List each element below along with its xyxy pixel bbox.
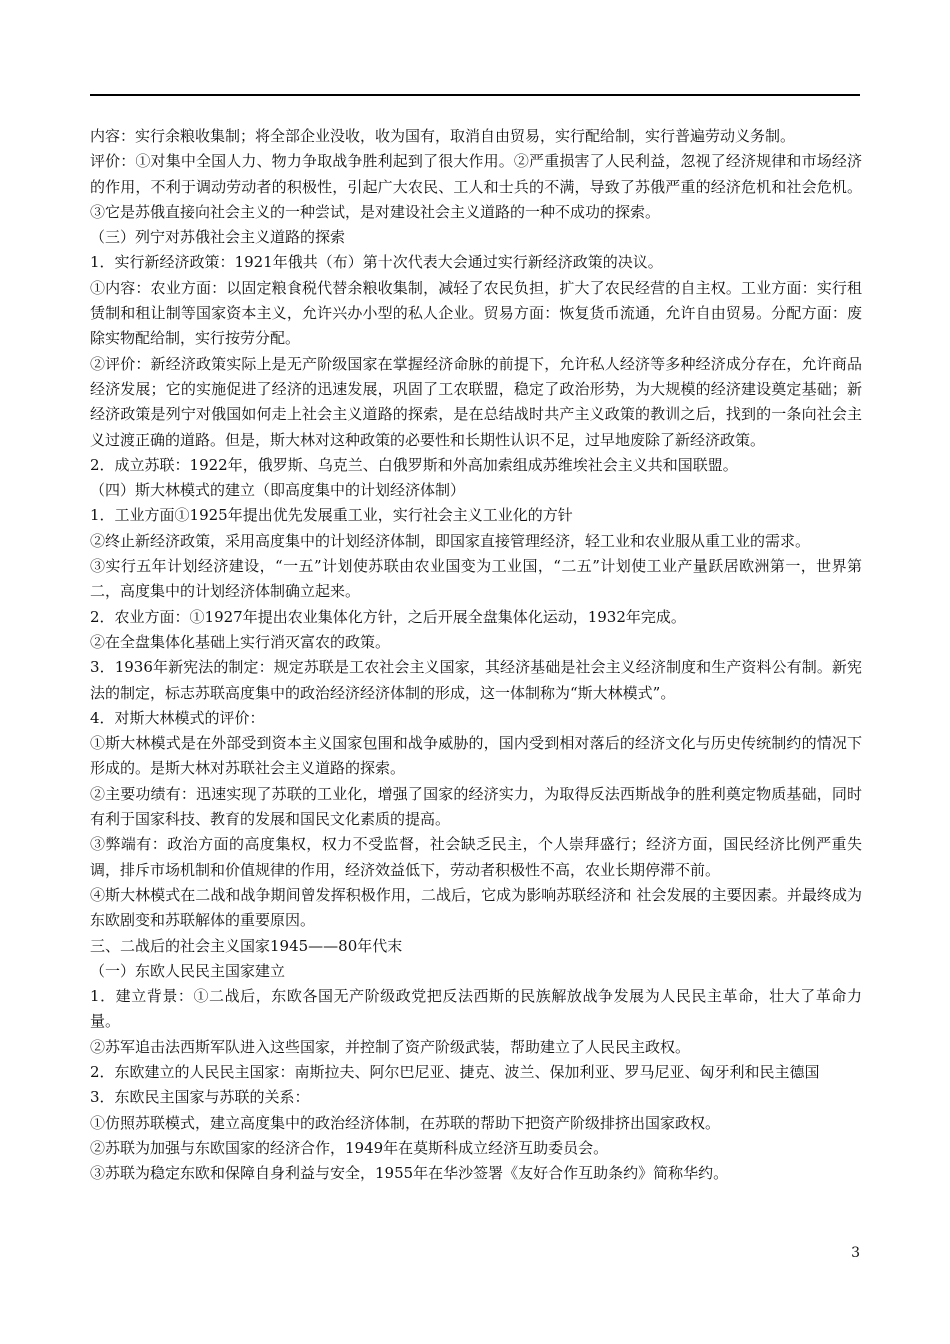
paragraph: 内容：实行余粮收集制；将全部企业没收，收为国有，取消自由贸易，实行配给制，实行普遍劳动义务制。 xyxy=(90,127,796,145)
body-text xyxy=(90,124,862,1186)
paragraph: 2．农业方面：①1927年提出农业集体化方针，之后开展全盘集体化运动，1932年完成。 xyxy=(90,607,686,626)
paragraph: ②在全盘集体化基础上实行消灭富农的政策。 xyxy=(90,632,391,651)
section-heading: 三、二战后的社会主义国家1945——80年代末 xyxy=(90,936,403,955)
paragraph: ③实行五年计划经济建设，“一五”计划使苏联由农业国变为工业国，“二五”计划使工业产量跃居欧洲第一，世界第二，高度集中的计划经济体制确立起来。 xyxy=(90,557,862,601)
paragraph: 4．对斯大林模式的评价： xyxy=(90,708,265,727)
paragraph: ②苏军追击法西斯军队进入这些国家，并控制了资产阶级武装，帮助建立了人民民主政权。 xyxy=(90,1037,691,1056)
paragraph: ③弊端有：政治方面的高度集权，权力不受监督，社会缺乏民主，个人崇拜盛行；经济方面，国民经济比例严重失调，排斥市场机制和价值规律的作用，经济效益低下，劳动者积极性不高，农业长期停滞不前。 xyxy=(90,835,862,879)
section-heading: （三）列宁对苏俄社会主义道路的探索 xyxy=(90,228,346,247)
paragraph: 2．东欧建立的人民民主国家：南斯拉夫、阿尔巴尼亚、捷克、波兰、保加利亚、罗马尼亚、匈牙利和民主德国 xyxy=(90,1062,820,1081)
header-rule xyxy=(90,94,860,96)
paragraph: ②评价：新经济政策实际上是无产阶级国家在掌握经济命脉的前提下，允许私人经济等多种经济成分存在，允许商品经济发展；它的实施促进了经济的迅速发展，巩固了工农联盟，稳定了政治形势，为大规模的经济建设奠定基础；新经济政策是列宁对俄国如何走上社会主义道路的探索，是在总结战时共产主义政策的教训之后，找到的一条向社会主义过渡正确的道路。但是，斯大林对这种政策的必要性和长期性认识不足，过早地废除了新经济政策。 xyxy=(90,354,862,449)
paragraph: ②终止新经济政策，采用高度集中的计划经济体制，即国家直接管理经济，轻工业和农业服从重工业的需求。 xyxy=(90,531,811,550)
paragraph: 评价：①对集中全国人力、物力争取战争胜利起到了很大作用。②严重损害了人民利益，忽视了经济规律和市场经济的作用，不利于调动劳动者的积极性，引起广大农民、工人和士兵的不满，导致了苏俄严重的经济危机和社会危机。③它是苏俄直接向社会主义的一种尝试，是对建设社会主义道路的一种不成功的探索。 xyxy=(90,152,862,221)
paragraph: ①内容：农业方面：以固定粮食税代替余粮收集制，减轻了农民负担，扩大了农民经营的自主权。工业方面：实行租赁制和租让制等国家资本主义，允许兴办小型的私人企业。贸易方面：恢复货币流通，允许自由贸易。分配方面：废除实物配给制，实行按劳分配。 xyxy=(90,278,862,348)
paragraph: 1．实行新经济政策：1921年俄共（布）第十次代表大会通过实行新经济政策的决议。 xyxy=(90,253,663,272)
page-number: 3 xyxy=(851,1245,860,1261)
paragraph: ②苏联为加强与东欧国家的经济合作，1949年在莫斯科成立经济互助委员会。 xyxy=(90,1138,609,1157)
paragraph: 2．成立苏联：1922年，俄罗斯、乌克兰、白俄罗斯和外高加索组成苏维埃社会主义共和国联盟。 xyxy=(90,455,738,474)
section-heading: （四）斯大林模式的建立（即高度集中的计划经济体制） xyxy=(90,481,466,500)
paragraph: 1．工业方面①1925年提出优先发展重工业，实行社会主义工业化的方针 xyxy=(90,506,573,525)
paragraph: ①斯大林模式是在外部受到资本主义国家包围和战争威胁的，国内受到相对落后的经济文化与历史传统制约的情况下形成的。是斯大林对苏联社会主义道路的探索。 xyxy=(90,734,862,778)
paragraph: ④斯大林模式在二战和战争期间曾发挥积极作用，二战后，它成为影响苏联经济和 社会发展的主要因素。并最终成为东欧剧变和苏联解体的重要原因。 xyxy=(90,885,862,930)
paragraph: 3．东欧民主国家与苏联的关系： xyxy=(90,1088,310,1107)
section-heading: （一）东欧人民民主国家建立 xyxy=(90,961,286,980)
paragraph: 1．建立背景：①二战后，东欧各国无产阶级政党把反法西斯的民族解放战争发展为人民民主革命，壮大了革命力量。 xyxy=(90,987,862,1031)
paragraph: 3．1936年新宪法的制定：规定苏联是工农社会主义国家，其经济基础是社会主义经济制度和生产资料公有制。新宪法的制定，标志苏联高度集中的政治经济经济体制的形成，这一体制称为“斯大林模式”。 xyxy=(90,658,862,702)
paragraph: ①仿照苏联模式，建立高度集中的政治经济体制，在苏联的帮助下把资产阶级排挤出国家政权。 xyxy=(90,1113,721,1132)
paragraph: ③苏联为稳定东欧和保障自身利益与安全，1955年在华沙签署《友好合作互助条约》简称华约。 xyxy=(90,1164,729,1183)
paragraph: ②主要功绩有：迅速实现了苏联的工业化，增强了国家的经济实力，为取得反法西斯战争的胜利奠定物质基础，同时有利于国家科技、教育的发展和国民文化素质的提高。 xyxy=(90,784,862,829)
